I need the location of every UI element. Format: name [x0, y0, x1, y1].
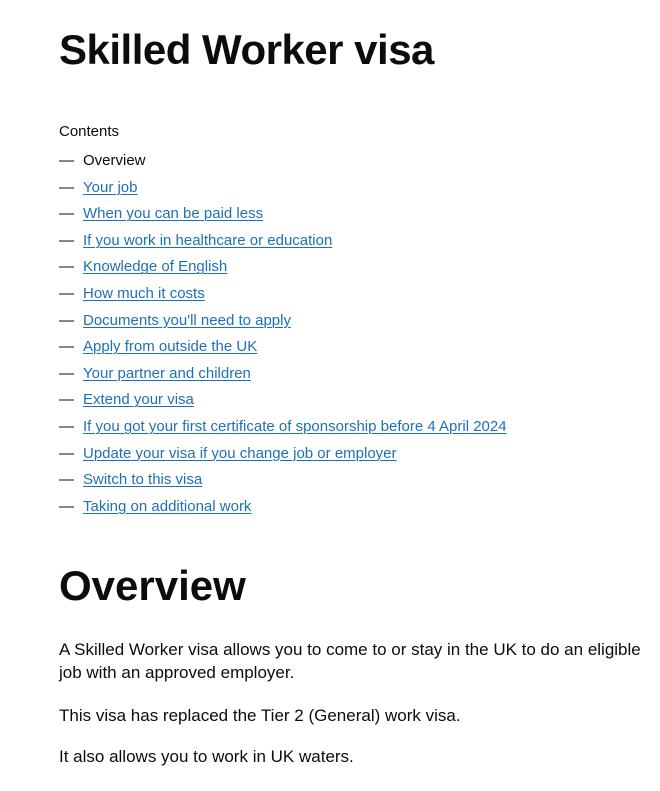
contents-dash: — — [59, 338, 74, 356]
contents-label: Contents — [59, 123, 120, 140]
contents-link-paid-less[interactable]: When you can be paid less — [83, 205, 264, 223]
contents-dash: — — [59, 311, 74, 329]
contents-dash: — — [59, 231, 74, 249]
contents-dash: — — [59, 417, 74, 435]
contents-item-documents — [59, 311, 619, 338]
contents-dash: — — [59, 391, 74, 409]
contents-dash: — — [59, 258, 74, 276]
contents-item-knowledge-of-english — [59, 257, 619, 284]
contents-link-switch-visa[interactable]: Switch to this visa — [83, 471, 203, 489]
contents-item-healthcare-education — [59, 231, 619, 258]
contents-link-costs[interactable]: How much it costs — [83, 284, 205, 302]
contents-link-your-job[interactable]: Your job — [83, 178, 138, 196]
contents-dash: — — [59, 471, 74, 489]
contents-dash: — — [59, 364, 74, 382]
contents-item-overview — [59, 151, 619, 178]
contents-link-knowledge-of-english[interactable]: Knowledge of English — [83, 258, 228, 276]
contents-link-documents[interactable]: Documents you'll need to apply — [83, 311, 291, 329]
contents-item-partner-children — [59, 364, 619, 391]
contents-item-costs — [59, 284, 619, 311]
contents-link-update-visa[interactable]: Update your visa if you change job or employer — [83, 444, 397, 462]
contents-link-additional-work[interactable]: Taking on additional work — [83, 497, 252, 515]
contents-dash: — — [59, 284, 74, 302]
contents-link-apply-outside-uk[interactable]: Apply from outside the UK — [83, 338, 258, 356]
contents-item-additional-work — [59, 497, 619, 524]
contents-item-certificate-before-april — [59, 417, 619, 444]
page-title: Skilled Worker visa — [59, 26, 434, 73]
contents-link-extend-visa[interactable]: Extend your visa — [83, 391, 194, 409]
contents-item-switch-visa — [59, 470, 619, 497]
contents-dash: — — [59, 444, 74, 462]
contents-item-apply-outside-uk — [59, 337, 619, 364]
contents-item-your-job — [59, 178, 619, 205]
contents-link-partner-children[interactable]: Your partner and children — [83, 364, 251, 382]
contents-current-item: Overview — [83, 152, 146, 169]
contents-item-update-visa — [59, 444, 619, 471]
overview-heading: Overview — [59, 562, 246, 609]
contents-item-paid-less — [59, 204, 619, 231]
contents-item-extend-visa — [59, 390, 619, 417]
contents-dash: — — [59, 152, 74, 169]
contents-dash: — — [59, 497, 74, 515]
overview-paragraph: A Skilled Worker visa allows you to come to or stay in the UK to do an eligible job with an approved employer. — [59, 640, 641, 682]
overview-paragraph: This visa has replaced the Tier 2 (General) work visa. — [59, 706, 461, 725]
overview-paragraph: It also allows you to work in UK waters. — [59, 747, 354, 766]
contents-dash: — — [59, 178, 74, 196]
contents-link-certificate-before-april[interactable]: If you got your first certificate of sponsorship before 4 April 2024 — [83, 417, 507, 435]
contents-link-healthcare-education[interactable]: If you work in healthcare or education — [83, 231, 333, 249]
contents-dash: — — [59, 205, 74, 223]
contents-list — [59, 151, 619, 523]
